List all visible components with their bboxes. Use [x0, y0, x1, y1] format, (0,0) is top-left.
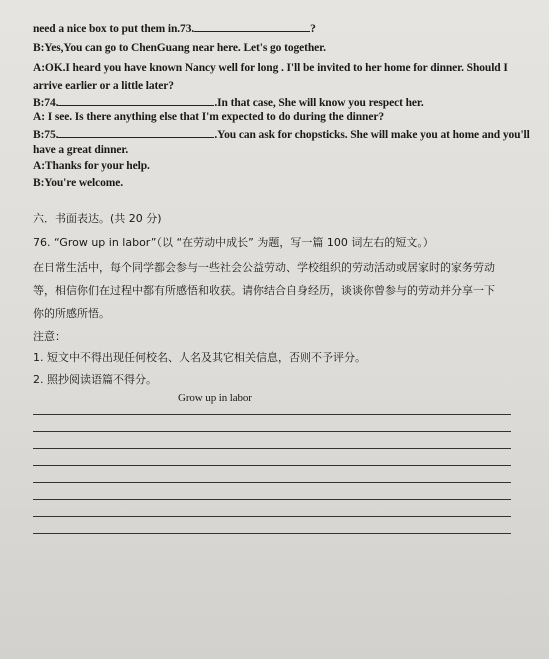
note-1: 1. 短文中不得出现任何校名、人名及其它相关信息，否则不予评分。: [33, 351, 366, 364]
writing-line[interactable]: [33, 431, 511, 432]
dialogue-line: have a great dinner.: [33, 144, 129, 156]
answer-blank-73[interactable]: [194, 21, 310, 32]
dialogue-line: arrive earlier or a little later?: [33, 80, 174, 92]
dialogue-line: B:Yes,You can go to ChenGuang near here. Let's go together.: [33, 42, 326, 54]
answer-blank-74[interactable]: [58, 95, 214, 106]
writing-line[interactable]: [33, 465, 511, 466]
writing-line[interactable]: [33, 448, 511, 449]
dialogue-line: A:OK.I heard you have known Nancy well for long . I'll be invited to her home for dinner. Should I: [33, 62, 508, 74]
dialogue-line-74: [33, 95, 424, 109]
question-76: 76. “Grow up in labor”（以 “在劳动中成长” 为题，写一篇 100 词左右的短文。）: [33, 236, 434, 249]
dialogue-text: .In that case, She will know you respect her.: [214, 97, 424, 109]
writing-line[interactable]: [33, 533, 511, 534]
prompt-line: 在日常生活中，每个同学都会参与一些社会公益劳动、学校组织的劳动活动或居家时的家务劳动: [33, 261, 495, 274]
dialogue-line: A:Thanks for your help.: [33, 160, 150, 172]
dialogue-text: need a nice box to put them in.73.: [33, 23, 195, 35]
dialogue-line-73: [33, 21, 316, 35]
writing-line[interactable]: [33, 482, 511, 483]
prompt-line: 等，相信你们在过程中都有所感悟和收获。请你结合自身经历，谈谈你曾参与的劳动并分享一下: [33, 284, 495, 297]
writing-line[interactable]: [33, 414, 511, 415]
notes-label: 注意：: [33, 330, 66, 343]
essay-title: Grow up in labor: [178, 392, 252, 404]
dialogue-line: A: I see. Is there anything else that I'm expected to do during the dinner?: [33, 111, 385, 123]
dialogue-text: .You can ask for chopsticks. She will make you at home and you'll: [214, 129, 530, 141]
prompt-line: 你的所感所悟。: [33, 307, 110, 320]
dialogue-line-75: [33, 127, 530, 141]
writing-line[interactable]: [33, 516, 511, 517]
dialogue-text: B:74.: [33, 97, 59, 109]
answer-blank-75[interactable]: [58, 127, 214, 138]
dialogue-text: B:75.: [33, 129, 59, 141]
section-heading: 六．书面表达。(共 20 分): [33, 212, 162, 225]
writing-line[interactable]: [33, 499, 511, 500]
dialogue-line: B:You're welcome.: [33, 177, 124, 189]
dialogue-text: ?: [310, 23, 316, 35]
note-2: 2. 照抄阅读语篇不得分。: [33, 373, 157, 386]
